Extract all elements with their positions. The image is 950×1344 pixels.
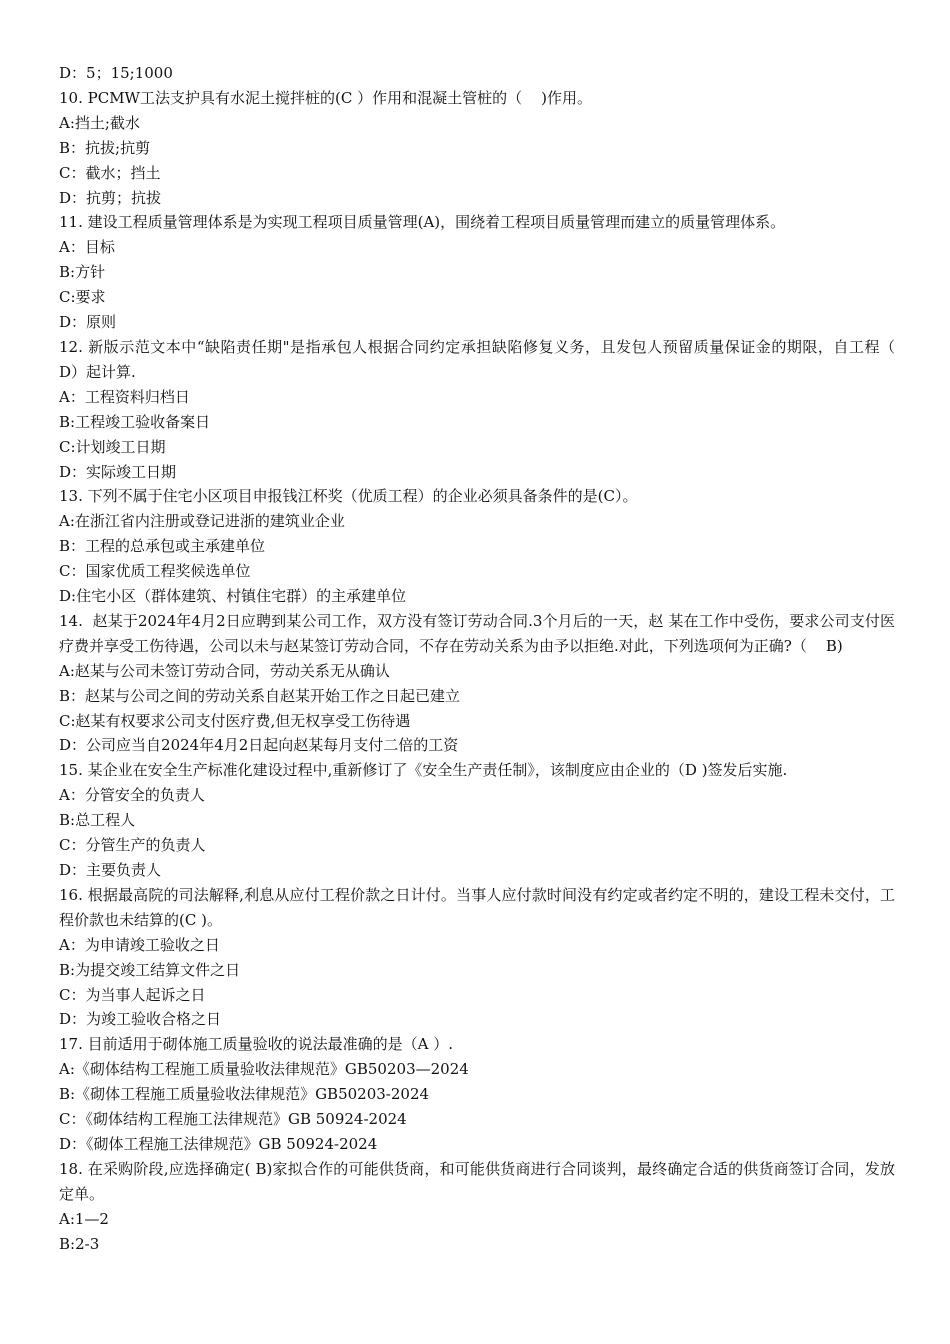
option-line: B:总工程人 — [59, 811, 136, 830]
question-line: 15. 某企业在安全生产标准化建设过程中,重新修订了《安全生产责任制》，该制度应由企业的（D )签发后实施. — [59, 761, 788, 780]
option-line: C：国家优质工程奖候选单位 — [59, 562, 251, 581]
option-line: A:1—2 — [59, 1209, 109, 1228]
option-line: D：公司应当自2024年4月2日起向赵某每月支付二倍的工资 — [59, 736, 459, 755]
option-line: B：赵某与公司之间的劳动关系自赵某开始工作之日起已建立 — [59, 686, 461, 705]
option-line: C：分管生产的负责人 — [59, 836, 206, 855]
option-line: A:挡土;截水 — [59, 113, 140, 132]
option-line: A:赵某与公司未签订劳动合同，劳动关系无从确认 — [59, 661, 390, 680]
option-line: D：《砌体工程施工法律规范》GB 50924-2024 — [59, 1134, 378, 1153]
option-line: D：5；15;1000 — [59, 64, 173, 82]
option-line: A:在浙江省内注册或登记进浙的建筑业企业 — [59, 512, 345, 531]
option-line: D：抗剪；抗拔 — [59, 188, 162, 207]
option-line: B：抗拔;抗剪 — [59, 138, 151, 157]
option-line: D：主要负责人 — [59, 861, 162, 879]
option-line: D：实际竣工日期 — [59, 462, 177, 481]
option-line: B：工程的总承包或主承建单位 — [59, 537, 266, 556]
question-line: 12. 新版示范文本中“缺陷责任期"是指承包人根据合同约定承担缺陷修复义务，且发包人预留质量保证金的期限，自工程（ D）起计算. — [59, 337, 915, 381]
question-line: 17. 目前适用于砌体施工质量验收的说法最准确的是（A ）. — [59, 1035, 453, 1054]
option-line: C:赵某有权要求公司支付医疗费,但无权享受工伤待遇 — [59, 711, 411, 730]
option-line: D：原则 — [59, 313, 117, 332]
option-line: B:工程竣工验收备案日 — [59, 412, 211, 431]
question-line: 10. PCMW工法支护具有水泥土搅拌桩的(C ）作用和混凝土管桩的（ )作用。 — [59, 88, 592, 107]
option-line: A:《砌体结构工程施工质量验收法律规范》GB50203—2024 — [59, 1060, 469, 1079]
option-line: A：分管安全的负责人 — [59, 786, 205, 805]
option-line: A：目标 — [59, 238, 115, 257]
option-line: C：截水；挡土 — [59, 163, 161, 182]
option-line: D：为竣工验收合格之日 — [59, 1010, 222, 1029]
option-line: B:2-3 — [59, 1234, 100, 1253]
option-line: B:《砌体工程施工质量验收法律规范》GB50203-2024 — [59, 1085, 430, 1104]
question-line: 14. 赵某于2024年4月2日应聘到某公司工作，双方没有签订劳动合同.3个月后的一天，赵 某在工作中受伤，要求公司支付医疗费并享受工伤待遇，公司以未与赵某签订劳动合同，不存在劳动关系为由予以拒绝.对此，下列选项何为正确?（ B) — [59, 611, 895, 655]
question-line: 11. 建设工程质量管理体系是为实现工程项目质量管理(A)，围绕着工程项目质量管理而建立的质量管理体系。 — [59, 213, 786, 232]
option-line: A：工程资料归档日 — [59, 387, 190, 406]
option-line: B:方针 — [59, 263, 106, 282]
option-line: C:要求 — [59, 288, 106, 307]
option-line: D:住宅小区（群体建筑、村镇住宅群）的主承建单位 — [59, 587, 407, 606]
question-line: 13. 下列不属于住宅小区项目申报钱江杯奖（优质工程）的企业必须具备条件的是(C）。 — [59, 487, 638, 506]
option-line: C：《砌体结构工程施工法律规范》GB 50924-2024 — [59, 1110, 407, 1129]
document-page — [59, 61, 915, 1257]
question-line: 16. 根据最高院的司法解释,利息从应付工程价款之日计付。当事人应付款时间没有约定或者约定不明的，建设工程未交付，工程价款也未结算的(C )。 — [59, 885, 895, 929]
option-line: A：为申请竣工验收之日 — [59, 935, 220, 954]
option-line: B:为提交竣工结算文件之日 — [59, 960, 241, 979]
question-line: 18. 在采购阶段,应选择确定( B)家拟合作的可能供货商，和可能供货商进行合同谈判，最终确定合适的供货商签订合同，发放定单。 — [59, 1159, 895, 1203]
option-line: C:计划竣工日期 — [59, 437, 166, 456]
option-line: C：为当事人起诉之日 — [59, 985, 206, 1004]
